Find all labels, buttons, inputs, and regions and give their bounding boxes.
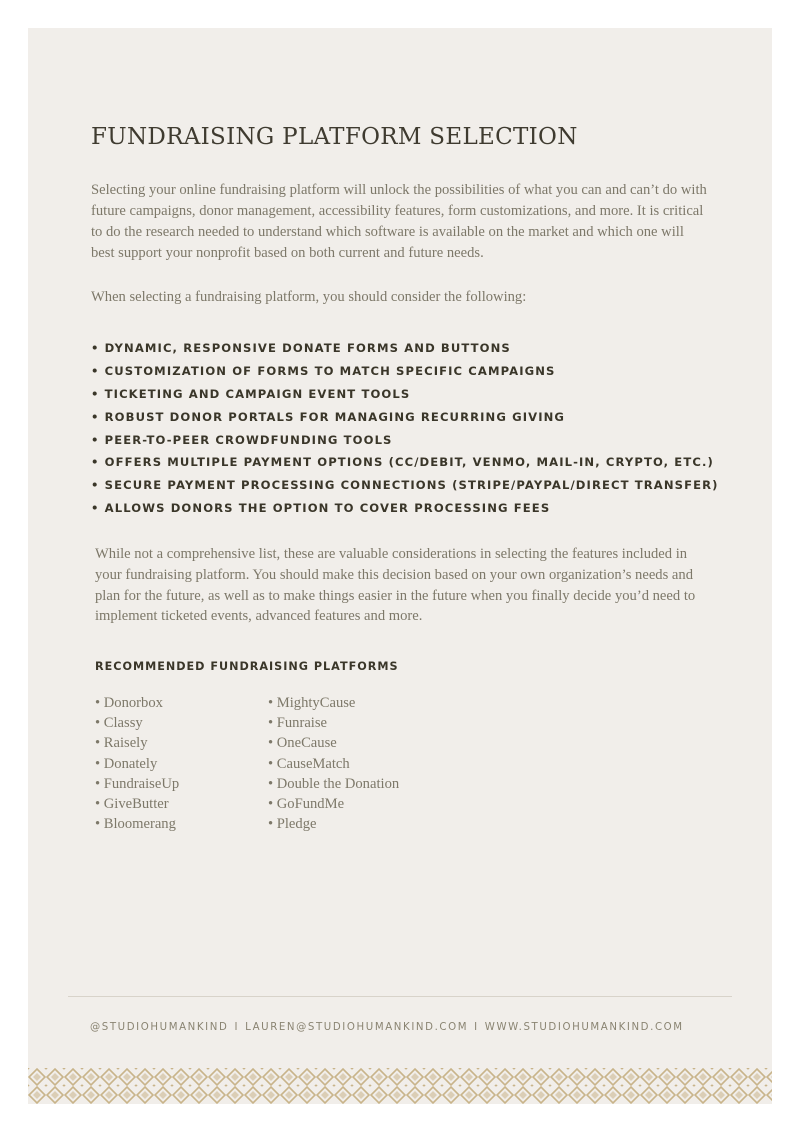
decorative-diamond-pattern bbox=[28, 1068, 772, 1104]
feature-item: • ALLOWS DONORS THE OPTION TO COVER PROCESSING FEES bbox=[91, 501, 551, 516]
page-title: FUNDRAISING PLATFORM SELECTION bbox=[91, 124, 578, 150]
feature-item: • ROBUST DONOR PORTALS FOR MANAGING RECURRING GIVING bbox=[91, 409, 566, 424]
platform-item: • CauseMatch bbox=[268, 755, 350, 772]
platform-item: • MightyCause bbox=[268, 695, 356, 711]
platform-item: • FundraiseUp bbox=[95, 775, 180, 792]
platform-item: • Donately bbox=[95, 755, 158, 772]
closing-paragraph: While not a comprehensive list, these are valuable considerations in selecting the features included in your fundraising platform. You should make this decision based on your own organization’s needs and plan for the future, as well as to make things easier in the future when you finally decide you’d need to implement ticketed events, advanced features and more. bbox=[95, 546, 696, 625]
footer-contact bbox=[90, 1022, 684, 1033]
footer-divider bbox=[68, 996, 732, 997]
platform-list-column-2 bbox=[268, 693, 399, 834]
feature-list bbox=[91, 337, 719, 520]
footer-separator: I bbox=[474, 1022, 479, 1033]
recommended-heading: RECOMMENDED FUNDRAISING PLATFORMS bbox=[95, 660, 399, 673]
pattern-fill bbox=[28, 1068, 772, 1104]
platform-item: • Bloomerang bbox=[95, 816, 176, 833]
platform-item: • Raisely bbox=[95, 735, 148, 752]
feature-item: • TICKETING AND CAMPAIGN EVENT TOOLS bbox=[91, 386, 411, 401]
platform-item: • Funraise bbox=[268, 715, 328, 732]
document-page bbox=[28, 28, 772, 1104]
footer-handle[interactable]: @STUDIOHUMANKIND bbox=[90, 1022, 229, 1033]
footer-email[interactable]: LAUREN@STUDIOHUMANKIND.COM bbox=[245, 1022, 469, 1033]
footer-website[interactable]: WWW.STUDIOHUMANKIND.COM bbox=[484, 1022, 684, 1033]
platform-item: • Pledge bbox=[268, 816, 317, 833]
footer-separator: I bbox=[234, 1022, 240, 1033]
feature-item: • DYNAMIC, RESPONSIVE DONATE FORMS AND BUTTONS bbox=[91, 341, 511, 355]
feature-item: • PEER-TO-PEER CROWDFUNDING TOOLS bbox=[91, 432, 393, 447]
intro-paragraph: Selecting your online fundraising platform will unlock the possibilities of what you can and can’t do with future campaigns, donor management, accessibility features, form customizations, and more. It is critical to do the research needed to understand which software is available on the market and which one will best support your nonprofit based on both current and future needs. bbox=[91, 182, 707, 261]
platform-item: • GiveButter bbox=[95, 795, 169, 812]
feature-item: • OFFERS MULTIPLE PAYMENT OPTIONS (CC/DEBIT, VENMO, MAIL-IN, CRYPTO, ETC.) bbox=[91, 455, 714, 470]
platform-item: • Double the Donation bbox=[268, 775, 400, 792]
platform-item: • Donorbox bbox=[95, 695, 163, 711]
platform-list-column-1 bbox=[95, 693, 179, 834]
feature-item: • SECURE PAYMENT PROCESSING CONNECTIONS (STRIPE/PAYPAL/DIRECT TRANSFER) bbox=[91, 478, 719, 493]
platform-item: • OneCause bbox=[268, 735, 337, 752]
platform-item: • GoFundMe bbox=[268, 795, 345, 812]
feature-item: • CUSTOMIZATION OF FORMS TO MATCH SPECIFIC CAMPAIGNS bbox=[91, 363, 556, 378]
platform-item: • Classy bbox=[95, 715, 143, 732]
consider-intro: When selecting a fundraising platform, you should consider the following: bbox=[91, 289, 527, 305]
